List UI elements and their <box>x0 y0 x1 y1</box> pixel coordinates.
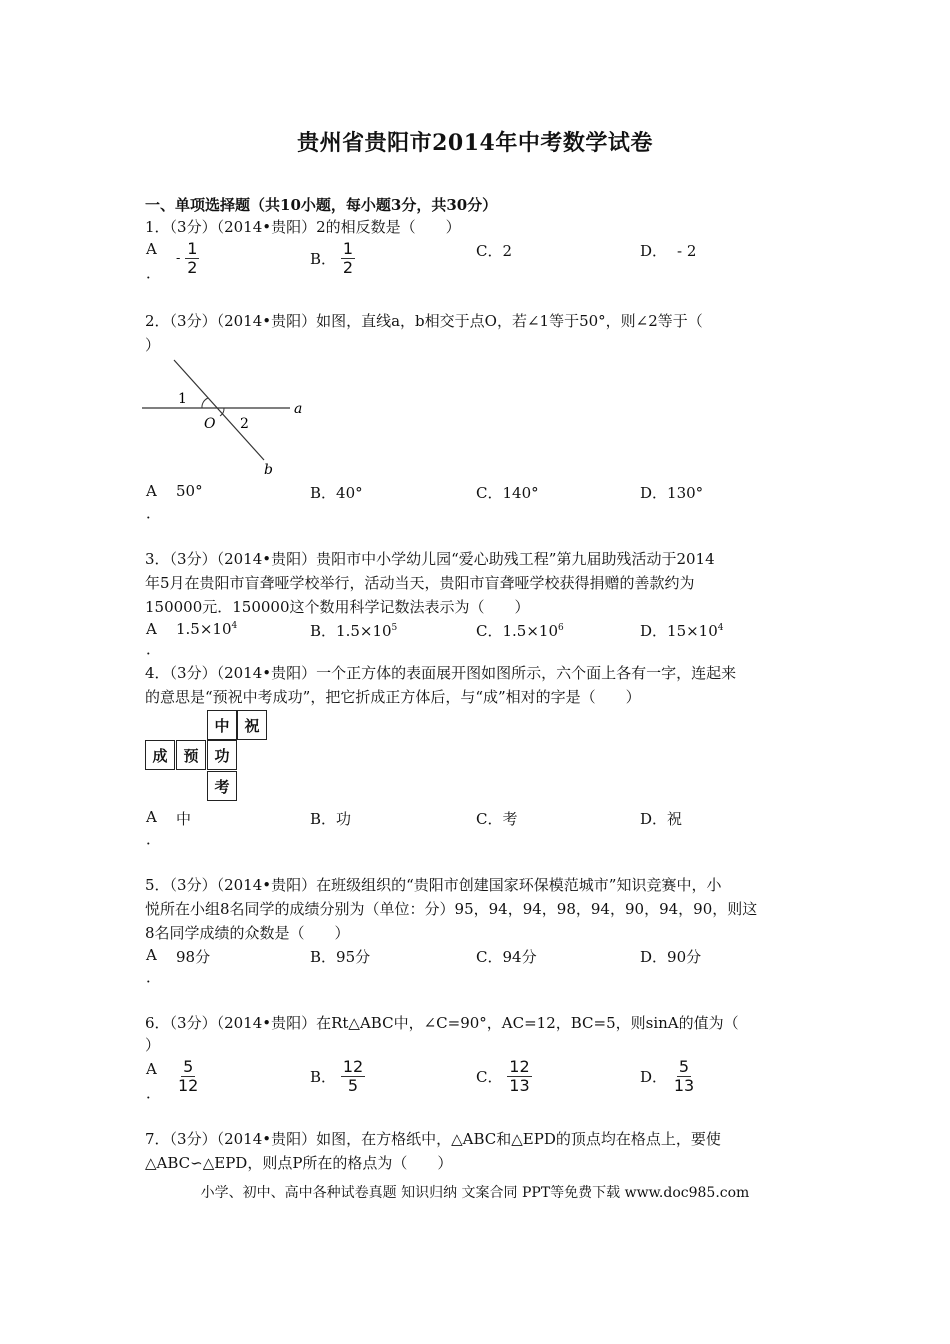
q2-option-c <box>476 482 539 503</box>
q2-option-a-text: 50° <box>176 482 203 500</box>
q4-stem-line2: 的意思是“预祝中考成功”，把它折成正方体后，与“成”相对的字是（ ） <box>145 688 641 706</box>
q6-option-d <box>640 1058 696 1095</box>
net-cell-yu: 预 <box>176 740 206 770</box>
q1-option-d-text: - 2 <box>677 242 697 260</box>
q4-cube-net-figure <box>145 708 275 804</box>
q2-option-a-label: A <box>146 482 157 500</box>
q6-option-b-num: 12 <box>342 1057 364 1076</box>
q7-stem-line1: 7．（3分）（2014•贵阳）如图，在方格纸中，△ABC和△EPD的顶点均在格点上，要使 <box>145 1130 721 1148</box>
q6-option-b-label: B． <box>310 1068 337 1086</box>
q5-stem-line2: 悦所在小组8名同学的成绩分别为（单位：分）95，94，94，98，94，90，94，90，则这 <box>145 900 758 918</box>
q5-option-b-label: B． <box>310 948 337 966</box>
q3-option-d-label: D． <box>640 622 668 640</box>
q1-option-a-den: 2 <box>187 258 198 277</box>
q6-option-a-dot: ． <box>146 1084 162 1102</box>
q3-option-d-base: 15×10 <box>667 622 718 640</box>
q6-option-a-label: A <box>146 1060 157 1078</box>
q3-option-c-base: 1.5×10 <box>502 622 558 640</box>
q3-option-b <box>310 620 397 641</box>
q6-option-c-num: 12 <box>509 1057 530 1076</box>
q3-option-c-exp: 6 <box>558 623 564 633</box>
net-cell-zhong: 中 <box>207 710 237 740</box>
q3-option-d <box>640 620 724 641</box>
q5-option-d-label: D． <box>640 948 668 966</box>
net-cell-zhu: 祝 <box>237 710 267 740</box>
q2-option-b <box>310 482 363 503</box>
q2-option-b-text: 40° <box>336 484 363 502</box>
q2-option-c-text: 140° <box>502 484 539 502</box>
fig-label-1: 1 <box>178 391 187 407</box>
q4-option-d <box>640 808 682 829</box>
q6-option-a <box>176 1058 200 1095</box>
angle-1-arc <box>202 398 208 408</box>
q1-option-a-label: A <box>146 240 157 258</box>
q7-stem-line2: △ABC∽△EPD，则点P所在的格点为（ ） <box>145 1154 453 1172</box>
q5-option-c-text: 94分 <box>502 948 537 966</box>
q1-option-c-text: 2 <box>502 242 513 260</box>
q5-stem-line3: 8名同学成绩的众数是（ ） <box>145 924 350 942</box>
q3-option-a <box>176 620 237 638</box>
q3-option-a-dot: ． <box>146 640 162 658</box>
q5-option-a-label: A <box>146 946 157 964</box>
q4-option-a-dot: ． <box>146 830 162 848</box>
q1-option-c <box>476 240 512 261</box>
q6-option-c <box>476 1058 532 1095</box>
q1-option-d <box>640 240 696 261</box>
q3-option-d-exp: 4 <box>717 623 724 633</box>
q1-option-a-neg: - <box>176 251 181 266</box>
q3-option-a-label: A <box>146 620 157 638</box>
q1-option-b-den: 2 <box>342 258 353 277</box>
q4-option-c-label: C． <box>476 810 503 828</box>
q4-option-b-label: B． <box>310 810 337 828</box>
q5-option-c <box>476 946 537 967</box>
document-title: 贵州省贵阳市2014年中考数学试卷 <box>297 130 653 156</box>
q4-option-a-label: A <box>146 808 157 826</box>
q4-option-a-text: 中 <box>176 810 192 828</box>
q6-option-d-num: 5 <box>678 1057 690 1076</box>
q1-option-b <box>310 240 355 277</box>
fig-label-2: 2 <box>240 416 249 432</box>
q2-option-a-dot: ． <box>146 504 162 522</box>
q6-stem-line1: 6．（3分）（2014•贵阳）在Rt△ABC中，∠C=90°，AC=12，BC=5，则sinA的值为（ <box>145 1014 739 1032</box>
net-cell-gong: 功 <box>207 740 237 770</box>
q5-option-d <box>640 946 701 967</box>
q1-option-a-num: 1 <box>187 239 198 258</box>
line-b <box>174 360 264 460</box>
q3-option-b-exp: 5 <box>391 623 398 633</box>
net-cell-kao: 考 <box>207 771 237 801</box>
q2-option-c-label: C． <box>476 484 503 502</box>
q6-option-d-label: D． <box>640 1068 668 1086</box>
q1-option-a <box>176 240 199 277</box>
q6-option-a-fraction <box>176 1058 200 1095</box>
net-cell-cheng: 成 <box>145 740 175 770</box>
q6-option-b-den: 5 <box>347 1076 359 1095</box>
q4-option-d-label: D． <box>640 810 668 828</box>
q6-option-a-den: 12 <box>178 1076 199 1095</box>
q2-option-d-text: 130° <box>667 484 704 502</box>
q4-option-b-text: 功 <box>336 810 352 828</box>
q1-stem: 1．（3分）（2014•贵阳）2的相反数是（ ） <box>145 218 461 236</box>
q6-option-b <box>310 1058 365 1095</box>
fig-label-o: O <box>204 416 216 432</box>
q4-option-c-text: 考 <box>502 810 518 828</box>
q4-option-d-text: 祝 <box>667 810 683 828</box>
q6-option-c-fraction <box>507 1058 531 1095</box>
q1-option-b-num: 1 <box>342 239 353 258</box>
q3-option-a-base: 1.5×10 <box>176 620 232 638</box>
q2-option-d <box>640 482 703 503</box>
q2-stem-line2: ） <box>145 336 161 354</box>
q1-option-c-label: C． <box>476 242 503 260</box>
page-footer: 小学、初中、高中各种试卷真题 知识归纳 文案合同 PPT等免费下载 www.doc985.com <box>200 1185 750 1201</box>
q1-option-b-label: B． <box>310 250 337 268</box>
q5-option-a-text: 98分 <box>176 948 211 966</box>
q5-stem-line1: 5．（3分）（2014•贵阳）在班级组织的“贵阳市创建国家环保模范城市”知识竞赛中，小 <box>145 876 722 894</box>
q3-option-b-base: 1.5×10 <box>336 622 392 640</box>
q6-option-c-den: 13 <box>509 1076 530 1095</box>
section-heading: 一、单项选择题（共10小题，每小题3分，共30分） <box>145 196 498 214</box>
q4-option-c <box>476 808 518 829</box>
q3-stem-line1: 3．（3分）（2014•贵阳）贵阳市中小学幼儿园“爱心助残工程”第九届助残活动于2014 <box>145 550 715 568</box>
q6-option-d-fraction <box>672 1058 696 1095</box>
fig-label-b: b <box>264 462 273 478</box>
q5-option-d-text: 90分 <box>667 948 702 966</box>
q5-option-b-text: 95分 <box>336 948 371 966</box>
q3-option-c <box>476 620 564 641</box>
q3-stem-line2: 年5月在贵阳市盲聋哑学校举行，活动当天，贵阳市盲聋哑学校获得捐赠的善款约为 <box>145 574 695 592</box>
q5-option-c-label: C． <box>476 948 503 966</box>
q3-option-c-label: C． <box>476 622 503 640</box>
q1-option-b-fraction <box>341 240 355 277</box>
q4-stem-line1: 4．（3分）（2014•贵阳）一个正方体的表面展开图如图所示，六个面上各有一字，连起来 <box>145 664 737 682</box>
q2-stem-line1: 2．（3分）（2014•贵阳）如图，直线a，b相交于点O，若∠1等于50°，则∠2等于（ <box>145 312 703 330</box>
q5-option-b <box>310 946 370 967</box>
q6-option-b-fraction <box>341 1058 365 1095</box>
q3-option-a-exp: 4 <box>231 621 238 631</box>
q6-stem-line2: ） <box>145 1036 161 1054</box>
q6-option-a-num: 5 <box>183 1057 194 1076</box>
q1-option-a-fraction <box>185 240 199 277</box>
q2-option-d-label: D． <box>640 484 668 502</box>
q3-option-b-label: B． <box>310 622 337 640</box>
q3-stem-line3: 150000元．150000这个数用科学记数法表示为（ ） <box>145 598 530 616</box>
q1-option-d-label: D． <box>640 242 668 260</box>
q6-option-c-label: C． <box>476 1068 503 1086</box>
q5-option-a-dot: ． <box>146 968 162 986</box>
q2-option-b-label: B． <box>310 484 337 502</box>
q1-option-a-dot: ． <box>146 264 162 282</box>
q6-option-d-den: 13 <box>673 1076 695 1095</box>
q2-intersecting-lines-figure <box>140 356 320 480</box>
q4-option-b <box>310 808 351 829</box>
fig-label-a: a <box>294 401 303 417</box>
